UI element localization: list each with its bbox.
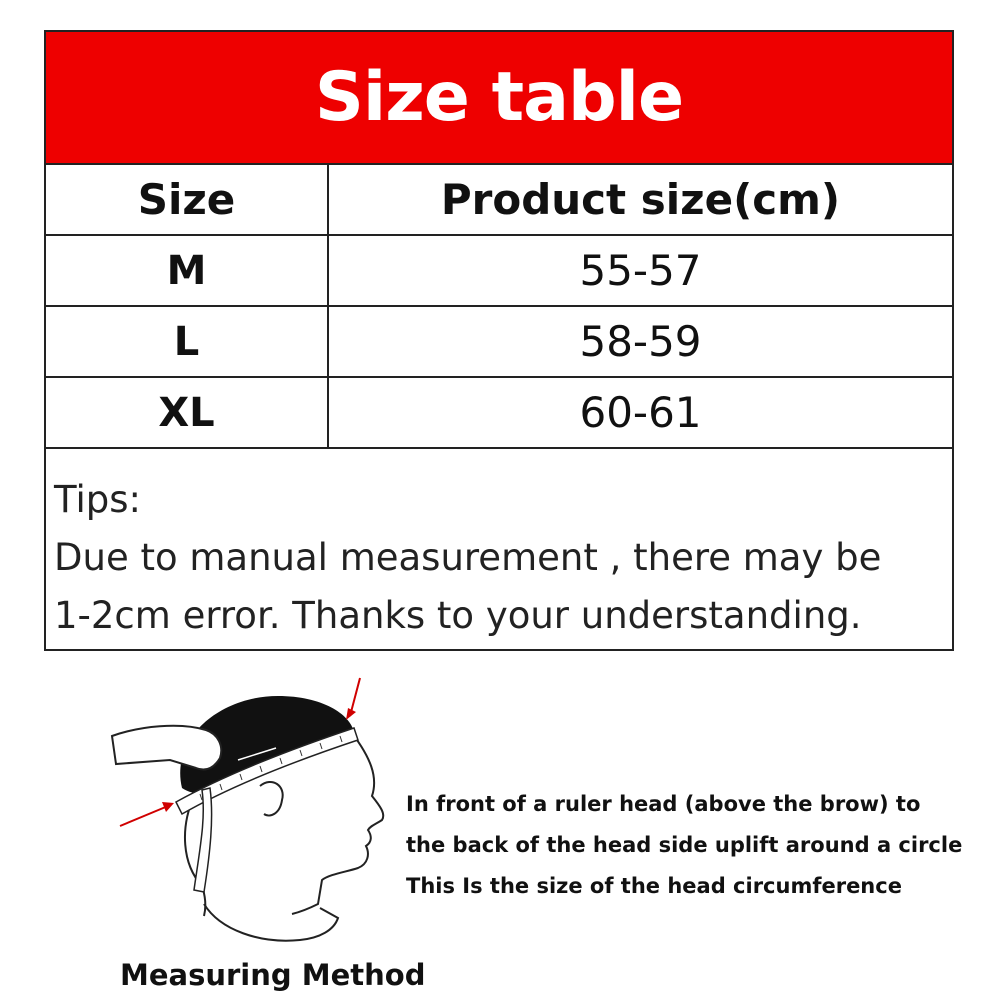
title-text: Size table [314, 58, 684, 137]
size-table [44, 30, 954, 651]
description-line-3: This Is the size of the head circumference [406, 874, 902, 898]
tips-block [46, 449, 952, 649]
description-line-2: the back of the head side uplift around a circle [406, 833, 963, 857]
table-row [46, 236, 952, 307]
header-product-size: Product size(cm) [440, 175, 841, 224]
size-cell: L [46, 307, 329, 376]
header-size: Size [46, 165, 329, 234]
table-row [46, 378, 952, 449]
product-size-cell: 55-57 [579, 246, 702, 295]
table-header-row [46, 165, 952, 236]
description-line-1: In front of a ruler head (above the brow) to [406, 792, 921, 816]
table-row [46, 307, 952, 378]
size-cell: XL [46, 378, 329, 447]
size-cell: M [46, 236, 329, 305]
measuring-description [406, 784, 962, 907]
head-measurement-illustration [110, 668, 400, 958]
product-size-cell: 60-61 [579, 388, 702, 437]
size-table-title [46, 32, 952, 165]
tips-line-2: 1-2cm error. Thanks to your understanding. [54, 594, 862, 637]
tips-label: Tips: [54, 478, 141, 521]
tips-line-1: Due to manual measurement , there may be [54, 536, 882, 579]
measuring-method-caption: Measuring Method [120, 958, 426, 992]
product-size-cell: 58-59 [579, 317, 702, 366]
